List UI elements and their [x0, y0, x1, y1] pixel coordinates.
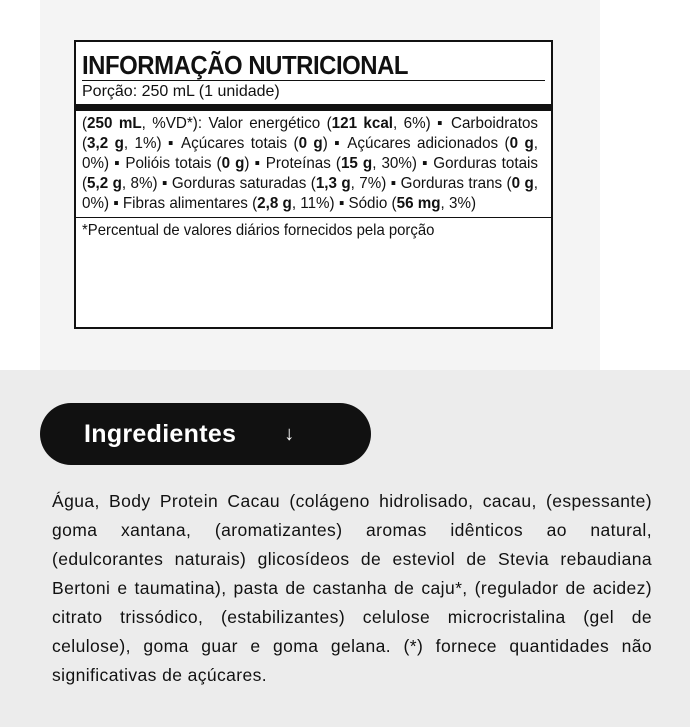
nutrient-prefix: (	[82, 115, 88, 132]
nutrient-value: 0 g	[298, 135, 323, 152]
nutrient-value: 56 mg	[396, 195, 441, 212]
ingredients-button-label: Ingredientes	[84, 419, 237, 448]
nutrient-value: 121 kcal	[331, 115, 394, 132]
ingredients-toggle-button[interactable]	[40, 403, 371, 465]
nutrient-value: 3,2 g	[87, 135, 124, 152]
nutrient-text: , 6%) ▪ Carboidratos (	[82, 115, 539, 152]
nutrient-value: 5,2 g	[87, 175, 122, 192]
nutrient-text: , 3%)	[440, 195, 477, 212]
nutrient-value: 2,8 g	[257, 195, 292, 212]
nutrient-text: , %VD*): Valor energético (	[141, 115, 332, 132]
nutrient-text: ) ▪ Açúcares adicionados (	[322, 135, 510, 152]
nutrient-list	[82, 111, 538, 214]
nutrient-value: 0 g	[509, 135, 534, 152]
nutrient-text: , 11%) ▪ Sódio (	[291, 195, 397, 212]
nutrition-label	[74, 40, 553, 329]
ingredients-text: Água, Body Protein Cacau (colágeno hidrolisado, cacau, (espessante) goma xantana, (aromatizantes) aromas idênticos ao natural, (edulcorantes naturais) glicosídeos de esteviol de Stevia rebaudiana Bertoni e taumatina), pasta de castanha de caju*, (regulador de acidez) citrato trissódico, (estabilizantes) celulose microcristalina (gel de celulose), goma guar e goma gelana. (*) fornece quantidades não significativas de açúcares.	[52, 491, 652, 685]
nutrient-value: 0 g	[511, 175, 534, 192]
nutrition-footnote: *Percentual de valores diários fornecidos pela porção	[82, 222, 435, 239]
thick-divider	[76, 104, 551, 111]
nutrient-text: , 30%) ▪ Gorduras totais (	[82, 155, 539, 192]
nutrient-text: , 0%) ▪ Polióis totais (	[82, 135, 538, 172]
nutrient-text: , 0%) ▪ Fibras alimentares (	[82, 175, 538, 212]
nutrient-value: 250 mL	[87, 115, 142, 132]
nutrient-text: , 7%) ▪ Gorduras trans (	[350, 175, 512, 192]
portion-size: Porção: 250 mL (1 unidade)	[82, 80, 545, 104]
nutrient-value: 0 g	[221, 155, 245, 172]
nutrient-value: 1,3 g	[315, 175, 351, 192]
nutrient-text: , 1%) ▪ Açúcares totais (	[123, 135, 299, 152]
arrow-down-icon: ↓	[284, 422, 295, 445]
nutrition-title: INFORMAÇÃO NUTRICIONAL	[82, 50, 409, 80]
nutrient-text: ) ▪ Proteínas (	[244, 155, 341, 172]
nutrient-text: , 8%) ▪ Gorduras saturadas (	[121, 175, 316, 192]
nutrient-value: 15 g	[340, 155, 373, 172]
